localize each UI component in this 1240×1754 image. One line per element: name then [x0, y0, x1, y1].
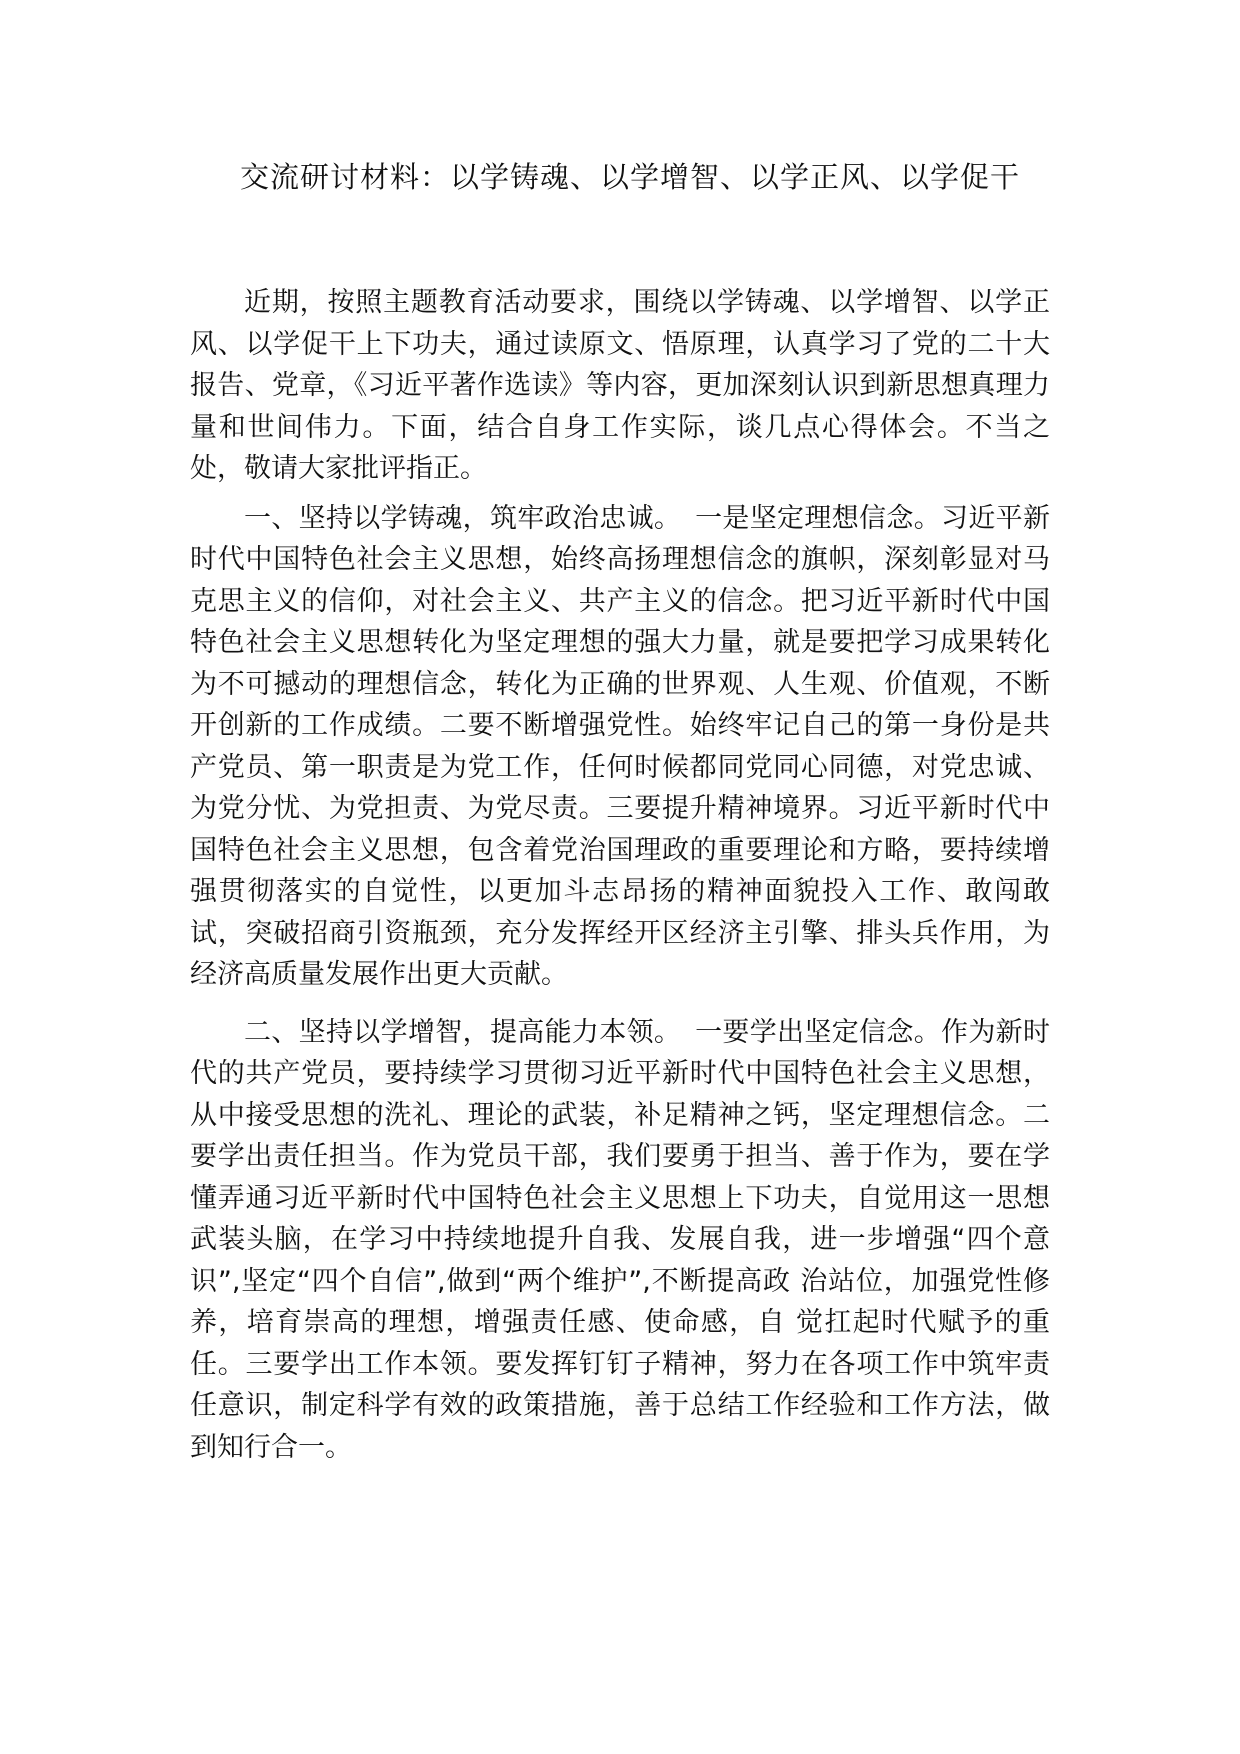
paragraph-intro: 近期，按照主题教育活动要求，围绕以学铸魂、以学增智、以学正风、以学促干上下功夫，通过读原文、悟原理，认真学习了党的二十大报告、党章，《习近平著作选读》等内容，更加深刻认识到新思想真理力量和世间伟力。下面，结合自身工作实际，谈几点心得体会。不当之处，敬请大家批评指正。 [190, 287, 1050, 484]
paragraph-section-one: 一、坚持以学铸魂，筑牢政治忠诚。 一是坚定理想信念。习近平新时代中国特色社会主义思想，始终高扬理想信念的旗帜，深刻彰显对马克思主义的信仰，对社会主义、共产主义的信念。把习近平新时代中国特色社会主义思想转化为坚定理想的强大力量，就是要把学习成果转化为不可撼动的理想信念，转化为正确的世界观、人生观、价值观，不断开创新的工作成绩。二要不断增强党性。始终牢记自己的第一身份是共产党员、第一职责是为党工作，任何时候都同党同心同德，对党忠诚、为党分忧、为党担责、为党尽责。三要提升精神境界。习近平新时代中国特色社会主义思想，包含着党治国理政的重要理论和方略，要持续增强贯彻落实的自觉性，以更加斗志昂扬的精神面貌投入工作、敢闯敢试，突破招商引资瓶颈，充分发挥经开区经济主引擎、排头兵作用，为经济高质量发展作出更大贡献。 [190, 502, 1050, 990]
document-title: 交流研讨材料：以学铸魂、以学增智、以学正风、以学促干 [239, 160, 1020, 194]
paragraph-section-two: 二、坚持以学增智，提高能力本领。 一要学出坚定信念。作为新时代的共产党员，要持续学习贯彻习近平新时代中国特色社会主义思想，从中接受思想的洗礼、理论的武装，补足精神之钙，坚定理想信念。二要学出责任担当。作为党员干部，我们要勇于担当、善于作为，要在学懂弄通习近平新时代中国特色社会主义思想上下功夫，自觉用这一思想武装头脑，在学习中持续地提升自我、发展自我，进一步增强“四个意识”,坚定“四个自信”,做到“两个维护”,不断提高政 治站位，加强党性修养，培育崇高的理想，增强责任感、使命感，自 觉扛起时代赋予的重任。三要学出工作本领。要发挥钉钉子精神，努力在各项工作中筑牢责任意识，制定科学有效的政策措施，善于总结工作经验和工作方法，做到知行合一。 [190, 1016, 1050, 1463]
document-body [190, 282, 1050, 1476]
